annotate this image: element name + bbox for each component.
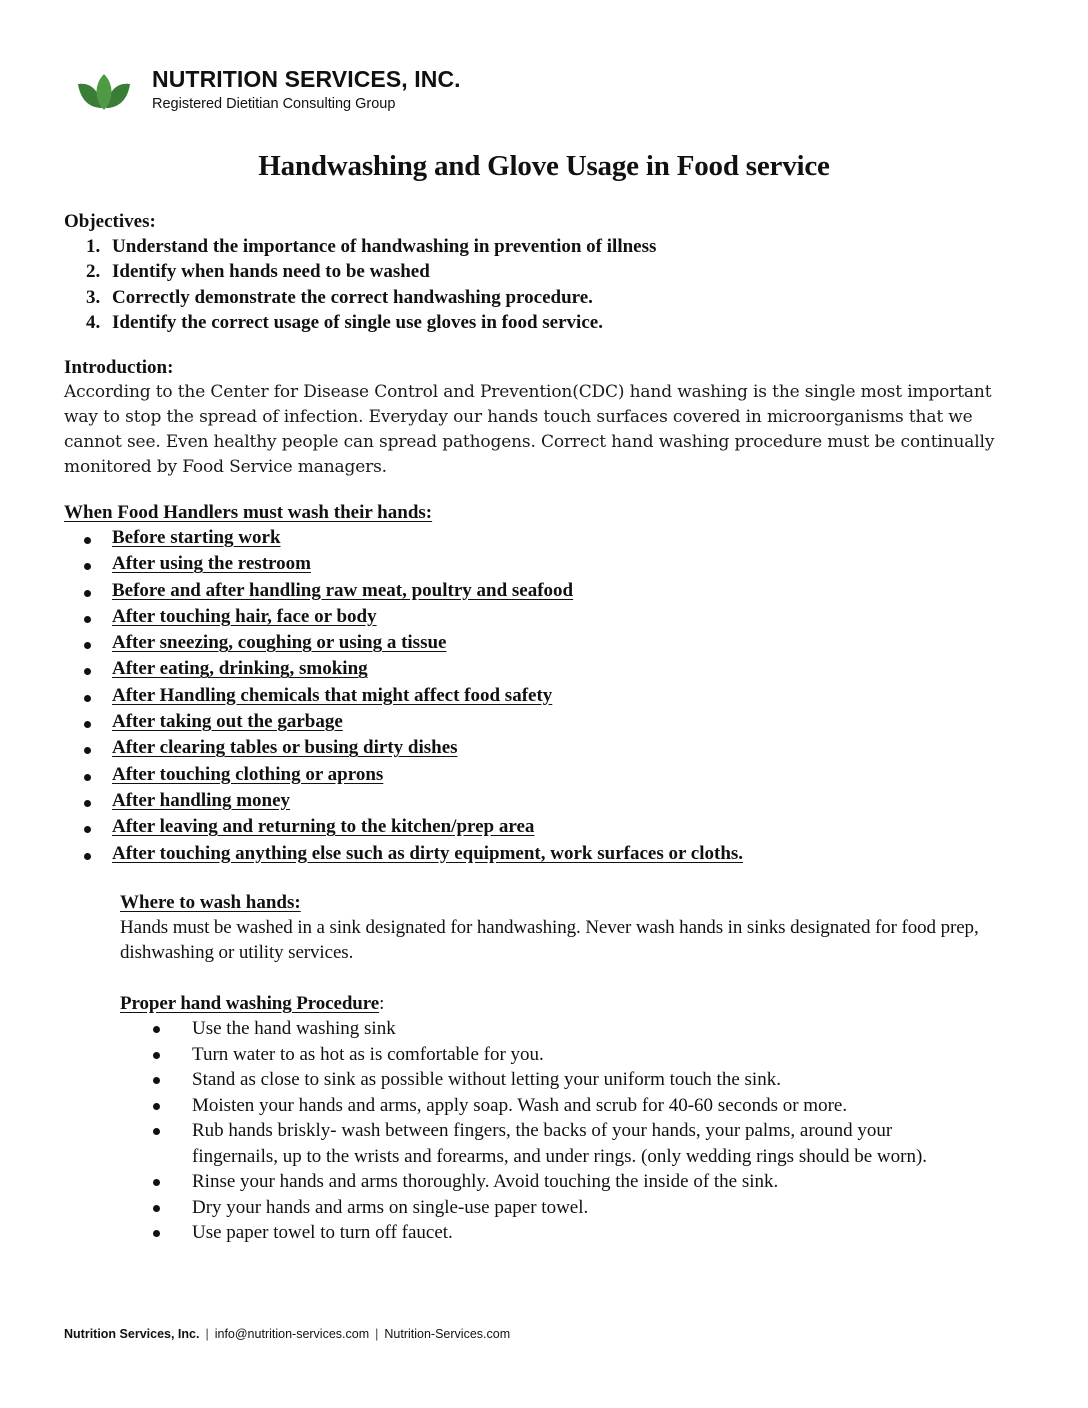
brand-block <box>152 66 461 114</box>
when-to-wash-item <box>64 551 1024 577</box>
when-to-wash-item <box>64 656 1024 682</box>
when-to-wash-text: After touching hair, face or body <box>112 605 377 627</box>
procedure-step-text: Moisten your hands and arms, apply soap. Wash and scrub for 40-60 seconds or more. <box>192 1094 848 1116</box>
procedure-heading: Proper hand washing Procedure <box>120 993 380 1014</box>
procedure-section <box>120 991 1000 1246</box>
procedure-step-text: Rinse your hands and arms thoroughly. Avoid touching the inside of the sink. <box>192 1171 779 1192</box>
when-to-wash-text: After Handling chemicals that might affect food safety <box>112 684 553 706</box>
objective-text: Correctly demonstrate the correct handwashing procedure. <box>112 286 593 308</box>
when-to-wash-text: After taking out the garbage <box>112 711 343 733</box>
when-to-wash-item <box>64 814 1024 840</box>
footer-separator: | <box>375 1327 379 1341</box>
letterhead <box>76 66 461 114</box>
when-to-wash-item <box>64 762 1024 788</box>
when-to-wash-heading: When Food Handlers must wash their hands: <box>64 502 433 523</box>
green-leaves-logo-icon <box>76 72 132 112</box>
bullet-icon <box>120 1220 192 1246</box>
objective-number <box>64 285 112 310</box>
objective-number <box>64 259 112 284</box>
procedure-step <box>120 1169 1000 1195</box>
objective-item <box>64 285 1024 310</box>
where-to-wash-section <box>120 890 1000 965</box>
procedure-step-text: Turn water to as hot as is comfortable for you. <box>192 1043 544 1065</box>
procedure-heading-line <box>120 991 1000 1016</box>
when-to-wash-section <box>64 500 1024 867</box>
footer-company: Nutrition Services, Inc. <box>64 1327 200 1341</box>
when-to-wash-item <box>64 735 1024 761</box>
bullet-icon <box>120 1067 192 1093</box>
objective-text: Identify when hands need to be washed <box>112 261 430 283</box>
objective-number <box>64 310 112 335</box>
when-to-wash-item <box>64 841 1024 867</box>
bullet-icon <box>120 1042 192 1068</box>
objective-number-text: 2. <box>86 261 101 283</box>
when-to-wash-text: After handling money <box>112 789 291 811</box>
when-to-wash-text: After eating, drinking, smoking <box>112 658 368 680</box>
procedure-step-text: Use the hand washing sink <box>192 1018 396 1039</box>
objective-number <box>64 234 112 259</box>
brand-name: NUTRITION SERVICES, INC. <box>152 66 461 92</box>
objective-item <box>64 234 1024 259</box>
objective-text: Understand the importance of handwashing in prevention of illness <box>112 236 657 257</box>
footer <box>64 1325 510 1343</box>
when-to-wash-text: After using the restroom <box>112 553 311 575</box>
footer-email[interactable]: info@nutrition-services.com <box>214 1327 370 1341</box>
when-to-wash-text: After touching anything else such as dirty equipment, work surfaces or cloths. <box>112 842 744 864</box>
when-to-wash-text: Before and after handling raw meat, poultry and seafood <box>112 579 574 601</box>
procedure-step-text: Dry your hands and arms on single-use paper towel. <box>192 1196 589 1218</box>
where-to-wash-heading: Where to wash hands: <box>120 892 301 913</box>
procedure-step <box>120 1118 1000 1169</box>
objective-number-text: 1. <box>86 236 101 257</box>
introduction-section <box>64 355 1024 480</box>
procedure-step <box>120 1220 1000 1246</box>
document-title: Handwashing and Glove Usage in Food service <box>258 150 830 182</box>
procedure-step-text: Rub hands briskly- wash between fingers, the backs of your hands, your palms, around your fingernails, up to the wrists and forearms, and under rings. (only wedding rings should be worn). <box>192 1120 928 1167</box>
when-to-wash-text: After clearing tables or busing dirty dishes <box>112 737 458 759</box>
procedure-list <box>120 1016 1000 1246</box>
when-to-wash-list <box>64 525 1024 867</box>
procedure-step-text: Stand as close to sink as possible without letting your uniform touch the sink. <box>192 1069 781 1090</box>
bullet-icon <box>120 1118 192 1169</box>
footer-separator: | <box>205 1327 209 1341</box>
when-to-wash-item <box>64 683 1024 709</box>
when-to-wash-item <box>64 709 1024 735</box>
objectives-list <box>64 234 1024 335</box>
objectives-heading: Objectives: <box>64 211 156 232</box>
when-to-wash-item <box>64 525 1024 551</box>
procedure-step <box>120 1067 1000 1093</box>
when-to-wash-text: After leaving and returning to the kitchen/prep area <box>112 816 535 838</box>
bullet-icon <box>120 1195 192 1221</box>
bullet-icon <box>120 1169 192 1195</box>
objective-number-text: 4. <box>86 311 101 333</box>
objectives-section <box>64 209 1024 335</box>
when-to-wash-text: Before starting work <box>112 527 281 548</box>
objective-number-text: 3. <box>86 286 101 308</box>
procedure-step-text: Use paper towel to turn off faucet. <box>192 1222 453 1243</box>
procedure-step <box>120 1093 1000 1119</box>
when-to-wash-item <box>64 630 1024 656</box>
when-to-wash-item <box>64 604 1024 630</box>
brand-tagline: Registered Dietitian Consulting Group <box>152 96 396 112</box>
bullet-icon <box>120 1093 192 1119</box>
objective-item <box>64 259 1024 284</box>
procedure-step <box>120 1042 1000 1068</box>
introduction-heading: Introduction: <box>64 357 174 378</box>
footer-website[interactable]: Nutrition-Services.com <box>384 1327 511 1341</box>
introduction-body: According to the Center for Disease Control and Prevention(CDC) hand washing is the single most important way to stop the spread of infection. Everyday our hands touch surfaces covered in microorganisms that we cannot see. Even healthy people can spread pathogens. Correct hand washing procedure must be continually monitored by Food Service managers. <box>64 382 995 477</box>
where-to-wash-body: Hands must be washed in a sink designated for handwashing. Never wash hands in sinks designated for food prep, dishwashing or utility services. <box>120 917 979 963</box>
bullet-icon <box>120 1016 192 1042</box>
objective-text: Identify the correct usage of single use gloves in food service. <box>112 311 603 333</box>
procedure-step <box>120 1195 1000 1221</box>
when-to-wash-text: After sneezing, coughing or using a tissue <box>112 632 447 654</box>
when-to-wash-text: After touching clothing or aprons <box>112 763 384 785</box>
when-to-wash-item <box>64 578 1024 604</box>
objective-item <box>64 310 1024 335</box>
procedure-heading-colon: : <box>379 993 385 1014</box>
when-to-wash-item <box>64 788 1024 814</box>
procedure-step <box>120 1016 1000 1042</box>
